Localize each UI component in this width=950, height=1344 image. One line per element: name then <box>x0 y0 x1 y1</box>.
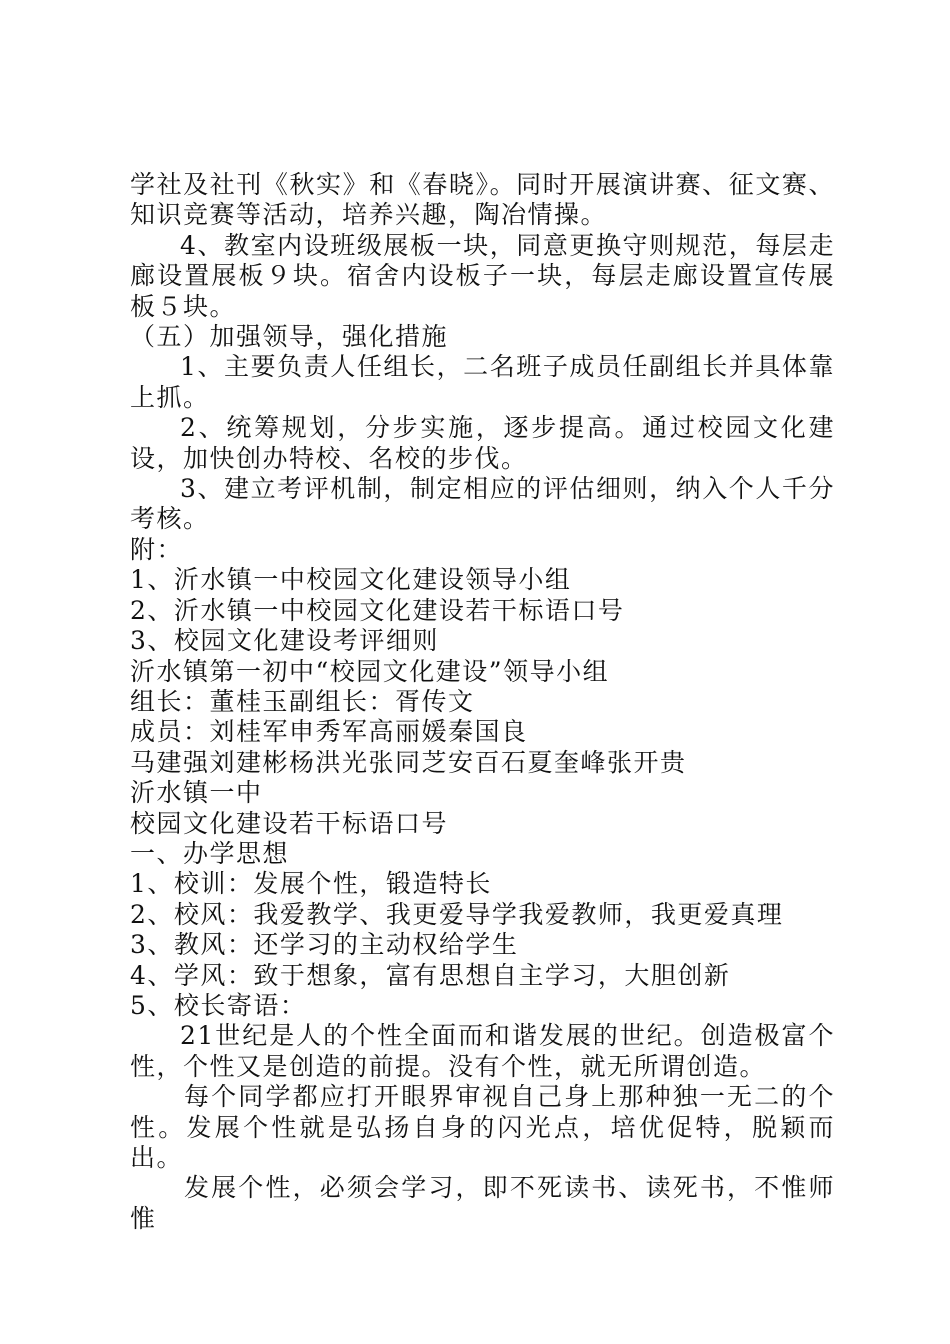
document-body <box>130 170 835 1234</box>
group-leaders: 组长：董桂玉副组长：胥传文 <box>130 686 475 716</box>
group-title: 沂水镇第一初中“校园文化建设”领导小组 <box>130 656 610 686</box>
motto-item-1: 1、校训：发展个性，锻造特长 <box>130 869 492 899</box>
measure-item-2: 2、统筹规划，分步实施，逐步提高。通过校园文化建设，加快创办特校、名校的步伐。 <box>130 413 835 473</box>
group-members-continued: 马建强刘建彬杨洪光张同芝安百石夏奎峰张开贵 <box>130 747 687 777</box>
school-name: 沂水镇一中 <box>130 778 263 808</box>
appendix-item-3: 3、校园文化建设考评细则 <box>130 626 439 656</box>
group-members: 成员：刘桂军申秀军高丽媛秦国良 <box>130 717 528 747</box>
motto-item-5: 5、校长寄语： <box>130 990 307 1020</box>
motto-item-4: 4、学风：致于想象，富有思想自主学习，大胆创新 <box>130 960 731 990</box>
paragraph-continuation: 学社及社刊《秋实》和《春晓》。同时开展演讲赛、征文赛、知识竞赛等活动，培养兴趣，陶冶情操。 <box>130 170 835 230</box>
motto-item-2: 2、校风：我爱教学、我更爱导学我爱教师，我更爱真理 <box>130 899 784 929</box>
principal-message-1: 21世纪是人的个性全面而和谐发展的世纪。创造极富个性，个性又是创造的前提。没有个性，就无所谓创造。 <box>130 1021 835 1081</box>
paragraph-item-4: 4、教室内设班级展板一块，同意更换守则规范，每层走廊设置展板９块。宿舍内设板子一块，每层走廊设置宣传展板５块。 <box>130 230 835 321</box>
section-heading-5: （五）加强领导，强化措施 <box>130 322 449 352</box>
appendix-item-1: 1、沂水镇一中校园文化建设领导小组 <box>130 565 572 595</box>
measure-item-3: 3、建立考评机制，制定相应的评估细则，纳入个人千分考核。 <box>130 474 835 534</box>
appendix-label: 附： <box>130 534 184 564</box>
appendix-item-2: 2、沂水镇一中校园文化建设若干标语口号 <box>130 595 625 625</box>
slogans-title: 校园文化建设若干标语口号 <box>130 808 449 838</box>
section-heading-philosophy: 一、办学思想 <box>130 838 290 868</box>
measure-item-1: 1、主要负责人任组长，二名班子成员任副组长并具体靠上抓。 <box>130 352 835 412</box>
principal-message-2: 每个同学都应打开眼界审视自己身上那种独一无二的个性。发展个性就是弘扬自身的闪光点，培优促特，脱颖而出。 <box>130 1082 835 1172</box>
motto-item-3: 3、教风：还学习的主动权给学生 <box>130 930 519 960</box>
principal-message-3: 发展个性，必须会学习，即不死读书、读死书，不惟师惟 <box>130 1173 835 1233</box>
